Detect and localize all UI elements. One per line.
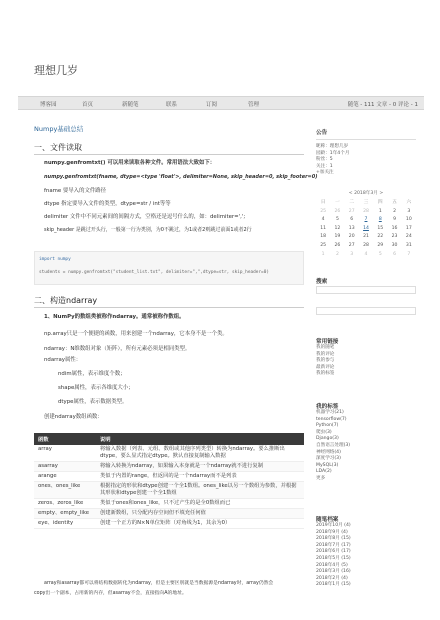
post-title[interactable]: Numpy基础总结 [34,125,84,133]
calendar-day: 10 [405,217,412,223]
calendar-day: 4 [321,217,325,223]
calendar-day: 27 [348,208,355,214]
blog-stats: 随笔 - 111 文章 - 0 评论 - 1 [347,102,418,108]
s1-param-fname: fname 要导入的文件路径 [44,188,107,194]
code-line-2: students = numpy.genfromtxt("student_list.txt", delimiter=",",dtype=str, skip_header=0) [39,270,269,275]
sidebar-tags [316,402,416,483]
s2-attr-dtype: dtype属性，表示数据类型。 [58,399,128,405]
table-cell: eye、identity [34,519,96,529]
search-heading: 搜索 [316,279,328,285]
calendar-day: 19 [334,234,341,240]
section-2-rule [34,307,304,308]
links-heading: 常用链接 [316,339,339,345]
table-cell: 根据指定的形状和dtype创建一个全1数组。ones_like以另一个数组为参数，并根据其形状和dtype创建一个全1数组 [96,482,304,499]
calendar-day: 21 [363,234,369,240]
calendar-weekday: 二 [349,200,354,205]
footnote-line-2: copy出一个副本，占用新的内存，但asarray不会，直接指向A的地址。 [34,591,187,596]
table-row [34,509,304,519]
nav-home[interactable]: 首页 [82,102,94,108]
calendar-day: 9 [393,217,397,223]
tag-link[interactable]: 神经网络(4) [316,449,341,455]
notice-age: 园龄：1年4个月 [316,150,350,156]
calendar-day: 29 [377,242,384,248]
search-input-google[interactable] [316,307,416,315]
archive-link[interactable]: 2018年9月 (4) [316,529,348,535]
calendar-day: 26 [334,242,341,248]
tag-link[interactable]: 深度学习(3) [316,456,341,462]
tag-link[interactable]: Django(3) [316,436,339,442]
calendar-day: 25 [320,242,327,248]
calendar-day: 20 [348,234,355,240]
archive-link[interactable]: 2018年6月 (17) [316,549,351,555]
nav-subscribe[interactable]: 订阅 [206,102,218,108]
table-header-function: 函数 [34,433,96,445]
functions-table [34,433,304,529]
calendar-day: 12 [334,225,341,231]
tag-link[interactable]: 自然语言处理(3) [316,442,351,448]
tags-more-link[interactable]: 更多 [316,475,326,481]
code-line-1: import numpy [39,257,71,262]
table-cell: zeros、zeros_like [34,499,96,509]
link-latest-comments[interactable]: 最新评论 [316,364,335,370]
notice-following[interactable]: 关注：1 [316,163,333,169]
calendar-day: 5 [335,217,339,223]
calendar-day[interactable]: 7 [364,217,368,223]
top-navbar [18,96,424,110]
archive-link[interactable]: 2019年10月 (4) [316,523,351,528]
tag-link[interactable]: 爬虫(3) [316,429,332,435]
table-cell: 创建一个正方的N×N单位矩阵（对角线为1，其余为0） [96,519,304,529]
calendar [316,190,416,257]
calendar-day: 11 [320,225,327,231]
s1-param-delimiter: delimiter 文件中不同元素间的间隔方式，空格还是逗号什么的，如：delimiter=','; [44,214,246,220]
sidebar-notice [316,128,416,177]
calendar-day: 16 [391,225,398,231]
s2-line-2: np.array只是一个便捷的函数，用来创建一个ndarray，它本身不是一个类。 [44,331,228,337]
table-cell: 类似于ones和ones_like，只不过产生的是全0数组而已 [96,499,304,509]
table-cell: asarray [34,462,96,472]
table-cell: ones、ones_like [34,482,96,499]
calendar-day: 6 [350,217,354,223]
table-row [34,519,304,529]
calendar-title[interactable]: < 2018年3月 > [348,191,384,196]
tag-link[interactable]: LDA(2) [316,469,332,475]
section-1-heading: 一、文件读取 [34,143,82,152]
calendar-day[interactable]: 14 [363,225,369,231]
archive-link[interactable]: 2018年2月 (4) [316,575,348,581]
notice-followers[interactable]: 粉丝：5 [316,157,333,163]
calendar-weekday: 六 [406,200,412,205]
table-cell: 类似于内置的range，但返回的是一个ndarray而不是列表 [96,472,304,482]
sidebar-links [316,337,416,378]
calendar-day: 1 [321,251,325,257]
table-cell: array [34,445,96,462]
calendar-weekday: 四 [377,200,383,205]
s2-attr-ndim: ndim属性，表示维度个数； [58,371,126,377]
s1-param-skip-header: skip_header 是跳过开头行，一般第一行为类别，为0不跳过，为1或者2则跳过前面1或者2行 [44,227,252,233]
table-row [34,472,304,482]
s2-line-3: ndarray：N维数组对象（矩阵），所有元素必须是相同类型。 [44,346,191,352]
calendar-weekday: 一 [335,200,340,205]
table-cell: arange [34,472,96,482]
archive-link[interactable]: 2018年8月 (15) [316,536,351,542]
tag-link[interactable]: tensorflow(7) [316,416,347,422]
section-1-rule [34,154,304,155]
calendar-day: 4 [364,251,368,257]
sidebar-archive [316,515,416,589]
calendar-day: 3 [407,208,411,214]
calendar-day[interactable]: 8 [378,217,382,223]
calendar-day: 3 [350,251,354,257]
notice-heading: 公告 [316,130,328,136]
link-my-posts[interactable]: 我的随笔 [316,345,335,350]
calendar-day: 1 [378,208,382,214]
table-cell: 创建新数组，只分配内存空间但不填充任何值 [96,509,304,519]
nav-manage[interactable]: 管理 [248,102,260,108]
tag-link[interactable]: Python(7) [316,423,339,429]
calendar-weekday: 五 [392,200,397,205]
s1-signature: numpy.genfromtxt(fname, dtype=<type 'float'>, delimiter=None, skip_header=0, skip_footer=0) [44,174,318,180]
calendar-day: 23 [391,234,398,240]
s1-param-dtype: dtype 指定要导入文件的类型，dtype=str / int等等 [44,201,171,207]
table-cell: 将输入转换为ndarray，如果输入本身就是一个ndarray就不进行复制 [96,462,304,472]
calendar-day: 15 [377,225,384,231]
archive-link[interactable]: 2018年4月 (5) [316,562,348,568]
search-input[interactable] [316,286,416,294]
blog-title[interactable]: 理想几岁 [34,64,78,77]
follow-link[interactable]: +加关注 [316,170,334,176]
calendar-day: 31 [405,242,412,248]
table-cell: empty、empty_like [34,509,96,519]
archive-heading: 随笔档案 [316,517,339,523]
link-my-comments[interactable]: 我的评论 [316,351,335,357]
calendar-day: 17 [405,225,412,231]
archive-link[interactable]: 2018年5月 (15) [316,555,351,561]
section-2-heading: 二、构造ndarray [34,296,98,305]
table-header-row [34,433,304,445]
tag-link[interactable]: 机器学习(21) [316,410,344,415]
calendar-day: 5 [378,251,382,257]
table-row [34,462,304,472]
nav-new-post[interactable]: 新随笔 [122,102,139,108]
calendar-day: 7 [407,251,411,257]
nav-contact[interactable]: 联系 [166,102,178,108]
link-my-tags[interactable]: 我的标签 [316,371,335,377]
calendar-day: 28 [363,242,369,248]
archive-link[interactable]: 2018年3月 (16) [316,569,351,575]
s2-line-1: 1、NumPy的数组类被称作ndarray。通常被称作数组。 [44,314,185,320]
archive-link[interactable]: 2018年1月 (15) [316,582,351,588]
s2-attr-shape: shape属性，表示各维度大小； [58,385,134,391]
calendar-day: 22 [377,234,384,240]
calendar-day: 27 [348,242,355,248]
link-my-participation[interactable]: 我的参与 [316,358,335,364]
calendar-day: 18 [320,234,327,240]
tags-heading: 我的标签 [316,404,339,410]
code-block [34,251,304,285]
sidebar-search [316,277,416,285]
table-row [34,499,304,509]
s1-intro: numpy.genfromtxt() 可以用来读取各种文件。常用语法大致如下： [44,160,216,166]
table-row [34,482,304,499]
calendar-day: 2 [393,208,397,214]
footnote-line-1: array和asarray都可以将结构数据转化为ndarray，但是主要区别就是当数据源是ndarray时，array仍然会 [44,581,274,586]
table-row [34,445,304,462]
table-header-description: 说明 [96,433,304,445]
calendar-day: 28 [363,208,369,214]
calendar-day: 26 [334,208,341,214]
s2-line-5: 创建ndarray数组函数： [44,414,103,420]
calendar-weekday: 日 [320,200,326,205]
sidebar-divider [316,139,416,140]
tag-link[interactable]: MySQL(3) [316,462,339,468]
s2-line-4: ndarray属性： [44,357,82,363]
calendar-day: 25 [320,208,327,214]
archive-link[interactable]: 2018年7月 (17) [316,542,351,548]
calendar-day: 13 [348,225,355,231]
calendar-day: 2 [335,251,339,257]
calendar-day: 24 [405,234,412,240]
calendar-weekday: 三 [363,200,369,205]
calendar-grid [316,199,416,257]
nav-cnblogs[interactable]: 博客园 [40,102,57,108]
notice-nickname[interactable]: 昵称：理想几岁 [316,144,349,149]
table-cell: 将输入数据（列表、元组、数组或其他序列类型）转换为ndarray。要么推断出dtype，要么显式指定dtype。默认直接复制输入数据 [96,445,304,462]
calendar-day: 30 [391,242,398,248]
calendar-day: 6 [393,251,397,257]
